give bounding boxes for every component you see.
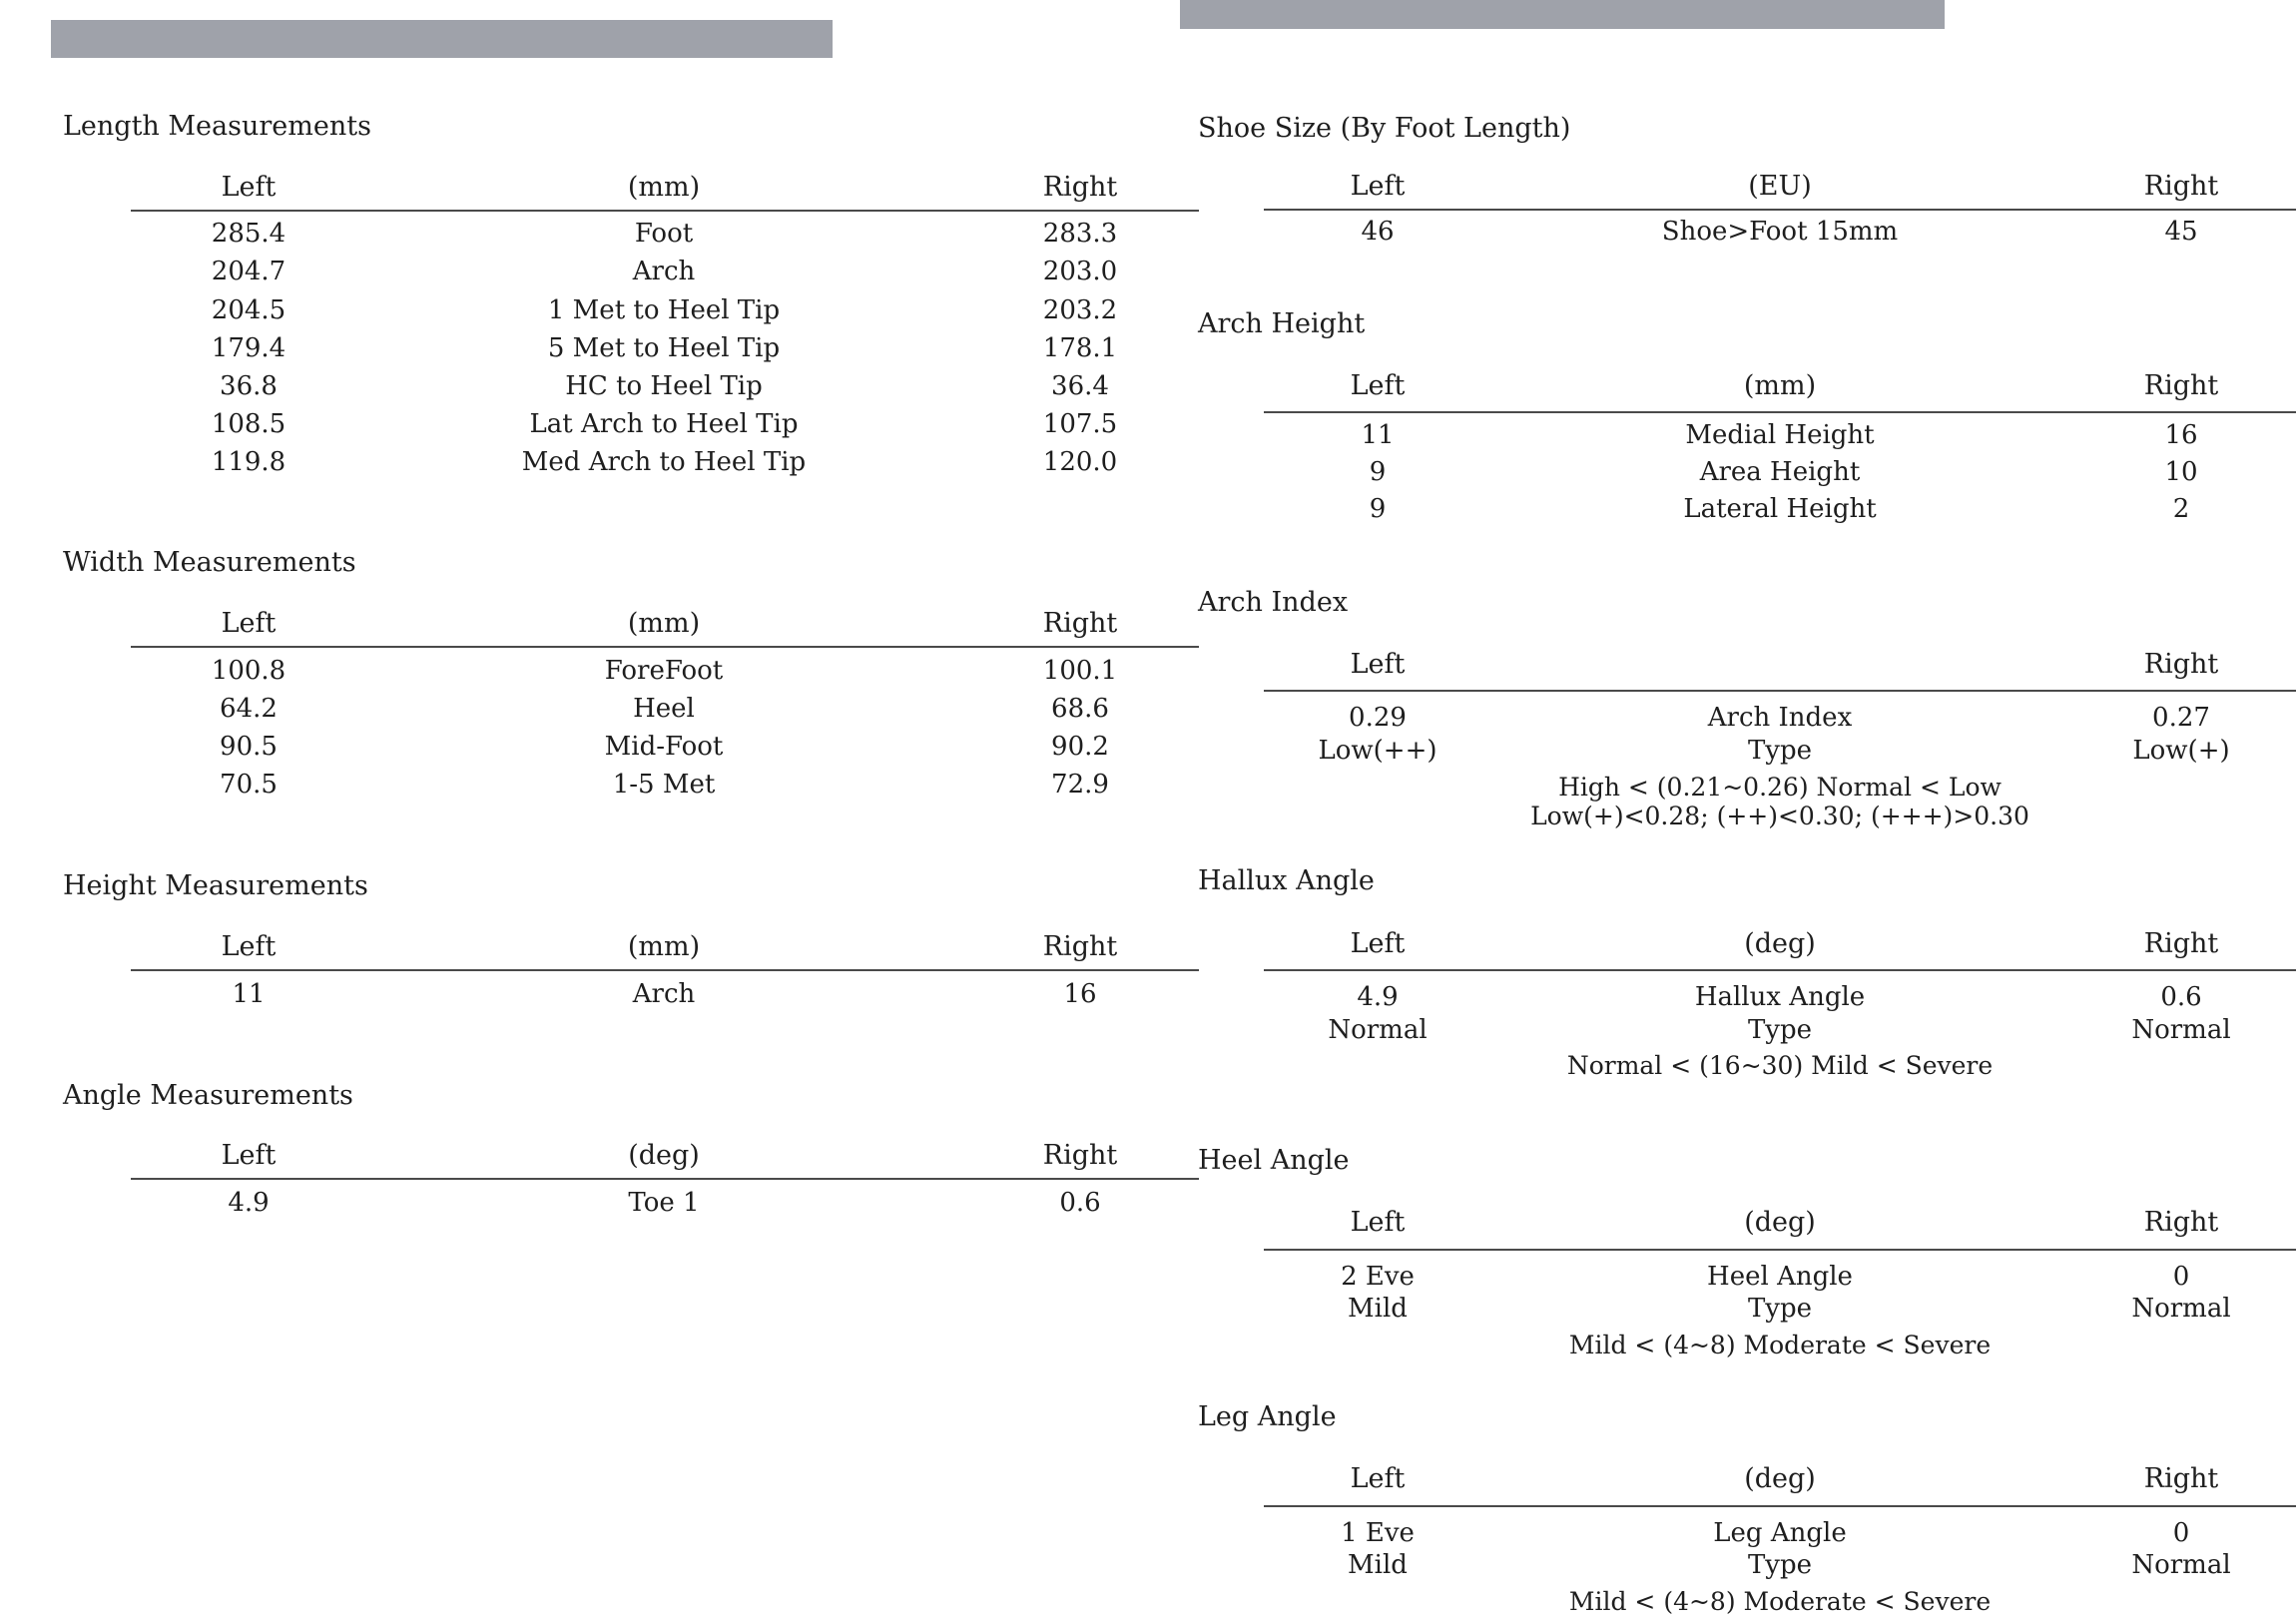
note-text: Normal < (16~30) Mild < Severe	[1566, 1051, 1994, 1080]
header-unit-label: (EU)	[1748, 171, 1812, 202]
right-section-title: Arch Index	[1198, 587, 1349, 618]
left-value: Normal	[1328, 1015, 1428, 1045]
right-value: 16	[2164, 420, 2198, 450]
classification-note	[0, 1583, 2296, 1621]
header-unit-label: (mm)	[627, 931, 701, 962]
right-section-title: Leg Angle	[1198, 1401, 1337, 1432]
measurement-label: Area Height	[1699, 457, 1861, 487]
header-left-label: Left	[221, 608, 277, 639]
right-value: 16	[1063, 979, 1097, 1009]
right-value: 45	[2164, 217, 2198, 247]
right-table-rule	[1264, 209, 2296, 211]
header-right-label: Right	[2143, 649, 2219, 680]
measurement-label: ForeFoot	[604, 656, 724, 686]
right-value: 0.27	[2152, 703, 2210, 733]
measurement-label: Type	[1747, 1015, 1813, 1045]
left-value: 119.8	[211, 447, 287, 477]
right-value: 0.6	[2160, 982, 2202, 1012]
measurement-label: Shoe>Foot 15mm	[1661, 217, 1899, 247]
left-value: 46	[1361, 217, 1395, 247]
left-table-header	[0, 605, 2296, 643]
header-left-label: Left	[221, 931, 277, 962]
right-table-rule	[1264, 1505, 2296, 1507]
right-table-header	[0, 925, 2296, 963]
left-value: 204.7	[211, 257, 287, 286]
header-unit-label: (mm)	[627, 172, 701, 203]
header-right-label: Right	[2143, 1207, 2219, 1238]
table-row	[0, 213, 2296, 251]
table-row	[0, 490, 2296, 528]
measurement-label: Medial Height	[1685, 420, 1875, 450]
left-table-header	[0, 1137, 2296, 1175]
measurement-label: Mid-Foot	[604, 732, 724, 762]
measurement-label: Arch Index	[1707, 703, 1853, 733]
left-value: Mild	[1348, 1294, 1408, 1324]
note-text: Mild < (4~8) Moderate < Severe	[1568, 1587, 1992, 1616]
right-table-header	[0, 646, 2296, 684]
measurement-label: Heel	[633, 694, 695, 724]
header-right-label: Right	[2143, 1463, 2219, 1494]
right-value: 72.9	[1051, 770, 1109, 800]
measurement-label: Arch	[632, 257, 696, 286]
right-value: 68.6	[1051, 694, 1109, 724]
measurement-label: Lat Arch to Heel Tip	[529, 409, 799, 439]
right-table-header	[0, 168, 2296, 206]
note-text: High < (0.21~0.26) Normal < Low	[1558, 773, 2002, 802]
header-right-label: Right	[2143, 370, 2219, 401]
measurement-label: Med Arch to Heel Tip	[521, 447, 807, 477]
right-value: 36.4	[1051, 371, 1109, 401]
table-row	[0, 1290, 2296, 1328]
measurement-label: 1-5 Met	[612, 770, 716, 800]
left-section-title: Angle Measurements	[63, 1080, 353, 1111]
right-section-title: Hallux Angle	[1198, 865, 1375, 896]
right-value: Normal	[2131, 1015, 2231, 1045]
left-value: 4.9	[228, 1188, 270, 1218]
right-value: 178.1	[1042, 333, 1118, 363]
header-unit-label: (deg)	[628, 1140, 700, 1171]
classification-note	[0, 1047, 2296, 1085]
note-text: Low(+)<0.28; (++)<0.30; (+++)>0.30	[1530, 802, 2029, 830]
right-header-bar	[1180, 0, 1945, 29]
header-right-label: Right	[2143, 171, 2219, 202]
right-table-rule	[1264, 411, 2296, 413]
header-unit-label: (deg)	[1744, 1463, 1816, 1494]
header-unit-label: (mm)	[627, 608, 701, 639]
header-left-label: Left	[221, 172, 277, 203]
table-row	[0, 416, 2296, 454]
right-value: Normal	[2131, 1550, 2231, 1580]
left-value: 0.29	[1349, 703, 1407, 733]
measurement-label: 1 Met to Heel Tip	[547, 295, 781, 325]
right-section-title: Heel Angle	[1198, 1145, 1350, 1176]
left-value: Mild	[1348, 1550, 1408, 1580]
measurement-label: Hallux Angle	[1694, 982, 1866, 1012]
measurement-label: Toe 1	[628, 1188, 700, 1218]
left-table-rule	[131, 969, 1199, 971]
table-row	[0, 291, 2296, 329]
left-value: 36.8	[220, 371, 278, 401]
right-value: 100.1	[1042, 656, 1118, 686]
header-left-label: Left	[1350, 370, 1406, 401]
right-table-rule	[1264, 690, 2296, 692]
measurement-label: Foot	[634, 219, 694, 249]
header-left-label: Left	[1350, 928, 1406, 959]
left-value: 179.4	[211, 333, 287, 363]
measurement-label: Type	[1747, 736, 1813, 766]
table-row	[0, 329, 2296, 367]
header-left-label: Left	[1350, 171, 1406, 202]
right-value: 90.2	[1051, 732, 1109, 762]
table-row	[0, 1546, 2296, 1584]
right-value: 107.5	[1042, 409, 1118, 439]
left-table-rule	[131, 210, 1199, 212]
left-table-rule	[131, 1178, 1199, 1180]
header-left-label: Left	[221, 1140, 277, 1171]
measurement-label: Type	[1747, 1294, 1813, 1324]
right-value: 2	[2172, 494, 2190, 524]
header-right-label: Right	[1042, 931, 1118, 962]
right-value: 0	[2172, 1518, 2190, 1548]
left-value: 11	[1361, 420, 1395, 450]
measurement-label: HC to Heel Tip	[565, 371, 763, 401]
right-table-rule	[1264, 969, 2296, 971]
right-table-rule	[1264, 1249, 2296, 1251]
left-value: 2 Eve	[1341, 1262, 1415, 1292]
left-value: 90.5	[220, 732, 278, 762]
left-value: Low(++)	[1318, 736, 1437, 766]
left-value: 9	[1369, 457, 1387, 487]
measurement-label: Leg Angle	[1713, 1518, 1847, 1548]
left-value: 70.5	[220, 770, 278, 800]
left-value: 4.9	[1357, 982, 1399, 1012]
header-right-label: Right	[1042, 172, 1118, 203]
left-value: 1 Eve	[1341, 1518, 1415, 1548]
left-value: 100.8	[211, 656, 287, 686]
header-right-label: Right	[2143, 928, 2219, 959]
header-right-label: Right	[1042, 1140, 1118, 1171]
left-value: 108.5	[211, 409, 287, 439]
left-value: 204.5	[211, 295, 287, 325]
header-unit-label: (mm)	[1743, 370, 1817, 401]
table-row	[0, 453, 2296, 491]
measurement-label: Lateral Height	[1683, 494, 1877, 524]
header-left-label: Left	[1350, 649, 1406, 680]
table-row	[0, 1011, 2296, 1049]
header-left-label: Left	[1350, 1463, 1406, 1494]
measurement-label: Type	[1747, 1550, 1813, 1580]
left-section-title: Width Measurements	[63, 547, 356, 578]
right-value: 0	[2172, 1262, 2190, 1292]
header-left-label: Left	[1350, 1207, 1406, 1238]
header-right-label: Right	[1042, 608, 1118, 639]
left-value: 11	[232, 979, 266, 1009]
right-section-title: Arch Height	[1198, 308, 1366, 339]
right-section-title: Shoe Size (By Foot Length)	[1198, 113, 1571, 144]
right-table-header	[0, 1460, 2296, 1498]
measurement-label: 5 Met to Heel Tip	[547, 333, 781, 363]
right-table-header	[0, 367, 2296, 405]
left-section-title: Length Measurements	[63, 111, 371, 142]
table-row	[0, 732, 2296, 770]
right-value: 203.2	[1042, 295, 1118, 325]
right-value: 203.0	[1042, 257, 1118, 286]
right-table-header	[0, 1204, 2296, 1242]
left-header-bar	[51, 20, 833, 58]
right-value: Normal	[2131, 1294, 2231, 1324]
right-value: 120.0	[1042, 447, 1118, 477]
measurement-label: Heel Angle	[1707, 1262, 1853, 1292]
classification-note	[0, 1327, 2296, 1364]
header-unit-label: (deg)	[1744, 928, 1816, 959]
classification-note	[0, 798, 2296, 835]
right-value: 10	[2164, 457, 2198, 487]
left-section-title: Height Measurements	[63, 870, 368, 901]
right-value: 283.3	[1042, 219, 1118, 249]
right-value: 0.6	[1059, 1188, 1101, 1218]
measurement-label: Arch	[632, 979, 696, 1009]
left-value: 64.2	[220, 694, 278, 724]
header-unit-label: (deg)	[1744, 1207, 1816, 1238]
right-value: Low(+)	[2132, 736, 2230, 766]
note-text: Mild < (4~8) Moderate < Severe	[1568, 1331, 1992, 1359]
table-row	[0, 253, 2296, 290]
left-value: 285.4	[211, 219, 287, 249]
left-value: 9	[1369, 494, 1387, 524]
